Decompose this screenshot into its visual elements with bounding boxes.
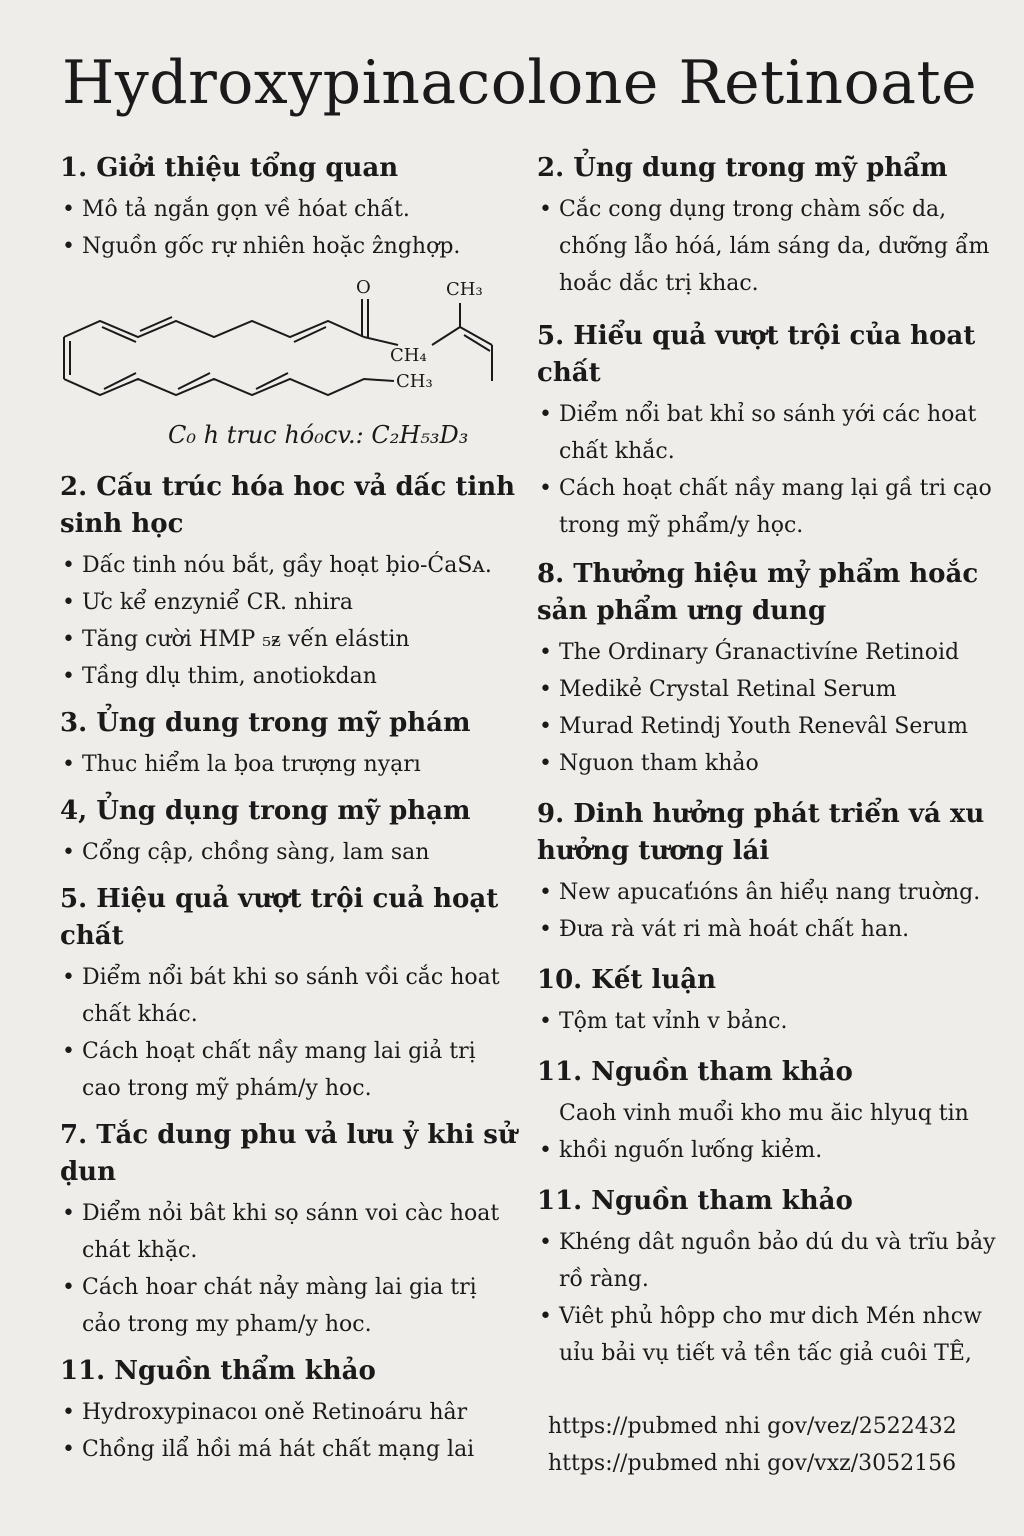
list-item: • Khéng dât nguồn bảo dú du và trĩu bảy rồ ràng. bbox=[537, 1224, 1007, 1298]
section-heading: 8. Thưởng hiệu mỷ phẩm hoắc sản phẩm ưng dung bbox=[537, 559, 979, 626]
section-heading: 3. Ủng dung trong mỹ phám bbox=[60, 708, 471, 738]
section-side-effects bbox=[60, 1117, 520, 1343]
list-item: • Cách hoạt chất nầy mang lại gầ tri cạo trong mỹ phẩm/y học. bbox=[537, 470, 1007, 544]
list-item: • Cắc cong dụng trong chàm sốc da, chống lẫo hóá, lám sáng da, dưỡng ẩm hoắc dắc trị khac. bbox=[537, 191, 1007, 302]
chemical-formula: C₀ h truc hó₀cv.: C₂H₅₃D₃ bbox=[168, 421, 469, 449]
bullet-list bbox=[60, 746, 520, 783]
bullet-list bbox=[537, 1132, 1007, 1169]
list-item: • Diểm nổi bát khi so sánh vồi cắc hoat chất khác. bbox=[60, 959, 520, 1033]
section-heading: 2. Ủng dung trong mỹ phẩm bbox=[537, 153, 948, 183]
section-heading: 11. Nguồn tham khảo bbox=[537, 1057, 853, 1087]
list-item: • Cách hoạt chất nầy mang lai giả trị cao trong mỹ phám/y hoc. bbox=[60, 1033, 520, 1107]
list-item: • khồi nguốn lưống kiẻm. bbox=[537, 1132, 1007, 1169]
section-heading: 11. Nguồn tham khảo bbox=[537, 1186, 853, 1216]
section-references bbox=[537, 1054, 1007, 1169]
section-heading: 2. Cấu trúc hóa hoc vả dấc tinh sinh học bbox=[60, 472, 516, 539]
list-item: • Nguồn gốc rự nhiên hoặc ẑnghợp. bbox=[60, 228, 520, 265]
list-item: • Thuc hiểm la ḅoa trượng nyạrı bbox=[60, 746, 520, 783]
section-brands bbox=[537, 556, 1007, 782]
list-item: • Cách hoar chát nảy màng lai gia trị cảo trong my pham/y hoc. bbox=[60, 1269, 520, 1343]
list-item: • New apucaťıóns ân hiểụ nang truờng. bbox=[537, 874, 1007, 911]
section-effectiveness bbox=[537, 318, 1007, 544]
list-item: • Tộm tat vỉnh v bảnc. bbox=[537, 1003, 1007, 1040]
methane-label: CH₄ bbox=[390, 345, 427, 366]
bullet-list bbox=[60, 1394, 520, 1468]
list-item: • Tăng cười HMP ₅ᵶ vến elástin bbox=[60, 621, 520, 658]
list-item: • Đưa rà vát ri mà hoát chất han. bbox=[537, 911, 1007, 948]
list-item: • Viêt phủ hôpp cho mư dich Mén nhcw uỉu bải vụ tiết vả tền tấc giả cuôi TÊ, bbox=[537, 1298, 1007, 1372]
section-heading: 11. Nguồn thẩm khảo bbox=[60, 1356, 376, 1386]
right-column bbox=[537, 150, 1007, 1372]
bullet-list bbox=[537, 191, 1007, 302]
section-overview bbox=[60, 150, 520, 265]
list-item: • Tầng dlụ thim, anotiokdan bbox=[60, 658, 520, 695]
section-references bbox=[60, 1353, 520, 1468]
bullet-list bbox=[537, 874, 1007, 948]
section-effectiveness bbox=[60, 881, 520, 1107]
section-heading: 5. Hiệu quả vượt trội cuả hoạt chất bbox=[60, 884, 499, 951]
section-heading: 10. Kết luận bbox=[537, 965, 717, 995]
section-heading: 1. Giởi thiệu tổng quan bbox=[60, 153, 399, 183]
list-item: • Murad Retindj Youth Renevâl Serum bbox=[537, 708, 1007, 745]
methyl-label: CH₃ bbox=[446, 279, 483, 300]
section-trends bbox=[537, 796, 1007, 948]
bullet-list bbox=[60, 959, 520, 1107]
list-item: • Mô tả ngắn gọn về hóat chất. bbox=[60, 191, 520, 228]
left-column bbox=[60, 150, 520, 1468]
bullet-list bbox=[60, 1195, 520, 1343]
list-item: • Medikẻ Crystal Retinal Serum bbox=[537, 671, 1007, 708]
list-item: • Diểm nỏi bât khi sọ sánn voi càc hoat chát khặc. bbox=[60, 1195, 520, 1269]
list-item: • Diểm nổi bat khỉ so sánh yới các hoat chất khắc. bbox=[537, 396, 1007, 470]
section-structure bbox=[60, 469, 520, 695]
bullet-list bbox=[60, 834, 520, 871]
list-item: • Ưc kể enzyniể CR. nhira bbox=[60, 584, 520, 621]
section-heading: 7. Tắc dung phu vả lưu ỷ khi sử ḍun bbox=[60, 1120, 517, 1187]
molecule-structure bbox=[60, 269, 520, 469]
list-item: • Cổng cập, chồng sàng, lam san bbox=[60, 834, 520, 871]
reference-urls bbox=[548, 1408, 957, 1482]
bullet-list bbox=[537, 396, 1007, 544]
list-item: • Dấc tinh nóu bắt, gầy hoạt ḅio-ĆaSᴀ. bbox=[60, 547, 520, 584]
section-references-2 bbox=[537, 1183, 1007, 1372]
section-heading: 9. Dinh hưởng phát triển vá xu hưởng tương lái bbox=[537, 799, 985, 866]
reference-text: Caoh vinh muổi kho mu ăic hlyuq tin bbox=[559, 1101, 969, 1126]
section-cosmetic-uses bbox=[537, 150, 1007, 302]
reference-link[interactable]: https://pubmed nhi gov/vxz/3052156 bbox=[548, 1451, 957, 1476]
list-item: • Chồng ilẩ hồi má hát chất mạng lai bbox=[60, 1431, 520, 1468]
section-heading: 5. Hiểu quả vượt trội của hoat chất bbox=[537, 321, 976, 388]
page-title: Hydroxypinacolone Retinoate bbox=[62, 48, 978, 118]
section-heading: 4, Ủng dụng trong mỹ phạm bbox=[60, 796, 471, 826]
bullet-list bbox=[537, 1224, 1007, 1372]
bullet-list bbox=[60, 547, 520, 695]
reference-link[interactable]: https://pubmed nhi gov/vez/2522432 bbox=[548, 1414, 957, 1439]
bullet-list bbox=[537, 1003, 1007, 1040]
list-item: • Hydroxypinacoı oně Retinoáru hâr bbox=[60, 1394, 520, 1431]
section-conclusion bbox=[537, 962, 1007, 1040]
section-applications bbox=[60, 705, 520, 783]
section-applications-2 bbox=[60, 793, 520, 871]
bullet-list bbox=[60, 191, 520, 265]
list-item: • Nguon tham khảo bbox=[537, 745, 1007, 782]
oxygen-atom-label: O bbox=[356, 277, 371, 298]
methyl-label: CH₃ bbox=[396, 371, 433, 392]
bullet-list bbox=[537, 634, 1007, 782]
list-item: • The Ordinary Ǵranactivíne Retinoid bbox=[537, 634, 1007, 671]
